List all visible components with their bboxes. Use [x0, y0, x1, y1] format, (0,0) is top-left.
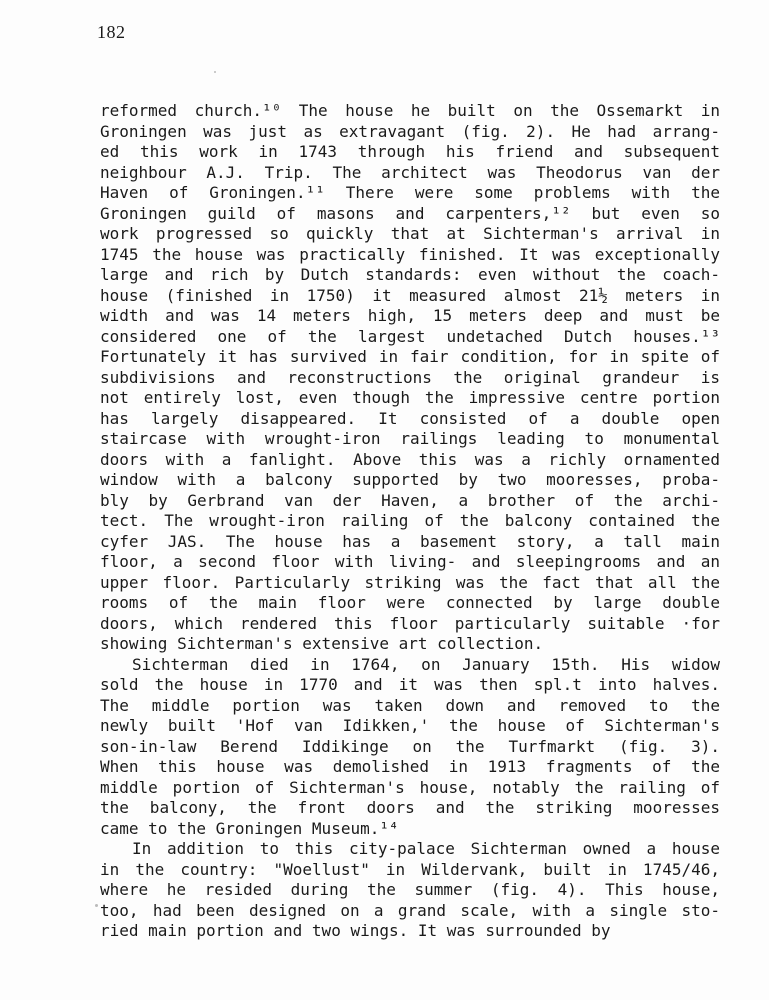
- scan-speck: [214, 71, 216, 73]
- text-line: Haven of Groningen.¹¹ There were some problems with the: [100, 183, 720, 202]
- text-line: middle portion of Sichterman's house, notably the railing of: [100, 777, 720, 797]
- text-line: rooms of the main floor were connected by large double: [100, 593, 720, 612]
- text-line: subdivisions and reconstructions the original grandeur is: [100, 367, 720, 387]
- text-line: sold the house in 1770 and it was then spl.t into halves.: [100, 675, 720, 694]
- text-line: In addition to this city-palace Sichterman owned a house: [132, 839, 720, 858]
- text-line: When this house was demolished in 1913 fragments of the: [100, 757, 720, 776]
- text-line: ed this work in 1743 through his friend and subsequent: [100, 142, 720, 161]
- text-line: Groningen was just as extravagant (fig. 2). He had arrang-: [100, 121, 720, 141]
- text-line: ried main portion and two wings. It was surrounded by: [100, 921, 611, 940]
- text-line: newly built 'Hof van Idikken,' the house of Sichterman's: [100, 716, 720, 735]
- text-line: staircase with wrought-iron railings leading to monumental: [100, 429, 720, 448]
- text-line: Groningen guild of masons and carpenters,¹² but even so: [100, 203, 720, 223]
- text-line: Sichterman died in 1764, on January 15th. His widow: [132, 654, 720, 674]
- text-line: has largely disappeared. It consisted of a double open: [100, 408, 720, 428]
- text-line: came to the Groningen Museum.¹⁴: [100, 818, 399, 838]
- text-line: the balcony, the front doors and the striking mooresses: [100, 798, 720, 817]
- text-line: house (finished in 1750) it measured almost 21½ meters in: [100, 285, 720, 305]
- text-line: 1745 the house was practically finished. It was exceptionally: [100, 244, 720, 264]
- text-line: too, had been designed on a grand scale, with a single sto-: [100, 900, 720, 920]
- scan-speck: [95, 904, 98, 907]
- text-line: where he resided during the summer (fig. 4). This house,: [100, 880, 720, 899]
- text-line: The middle portion was taken down and removed to the: [100, 695, 720, 715]
- page-number: 182: [97, 22, 126, 42]
- text-line: width and was 14 meters high, 15 meters deep and must be: [100, 306, 720, 325]
- text-line: floor, a second floor with living- and sleepingrooms and an: [100, 552, 720, 571]
- text-line: cyfer JAS. The house has a basement story, a tall main: [100, 531, 720, 551]
- body-text: [100, 101, 720, 942]
- text-line: bly by Gerbrand van der Haven, a brother of the archi-: [100, 490, 720, 510]
- text-line: Fortunately it has survived in fair condition, for in spite of: [100, 347, 720, 366]
- text-line: not entirely lost, even though the impressive centre portion: [100, 388, 720, 407]
- text-line: doors with a fanlight. Above this was a richly ornamented: [100, 449, 720, 469]
- text-line: window with a balcony supported by two mooresses, proba-: [100, 470, 720, 489]
- text-line: tect. The wrought-iron railing of the balcony contained the: [100, 511, 720, 530]
- text-line: upper floor. Particularly striking was the fact that all the: [100, 572, 720, 592]
- text-line: son-in-law Berend Iddikinge on the Turfmarkt (fig. 3).: [100, 736, 720, 756]
- text-line: work progressed so quickly that at Sichterman's arrival in: [100, 224, 720, 243]
- text-line: in the country: "Woellust" in Wildervank, built in 1745/46,: [100, 859, 720, 879]
- text-line: neighbour A.J. Trip. The architect was Theodorus van der: [100, 162, 720, 182]
- text-line: large and rich by Dutch standards: even without the coach-: [100, 265, 720, 284]
- text-line: reformed church.¹⁰ The house he built on the Ossemarkt in: [100, 101, 720, 120]
- text-line: doors, which rendered this floor particularly suitable ·for: [100, 613, 720, 633]
- text-line: showing Sichterman's extensive art collection.: [100, 634, 544, 653]
- text-line: considered one of the largest undetached Dutch houses.¹³: [100, 326, 720, 346]
